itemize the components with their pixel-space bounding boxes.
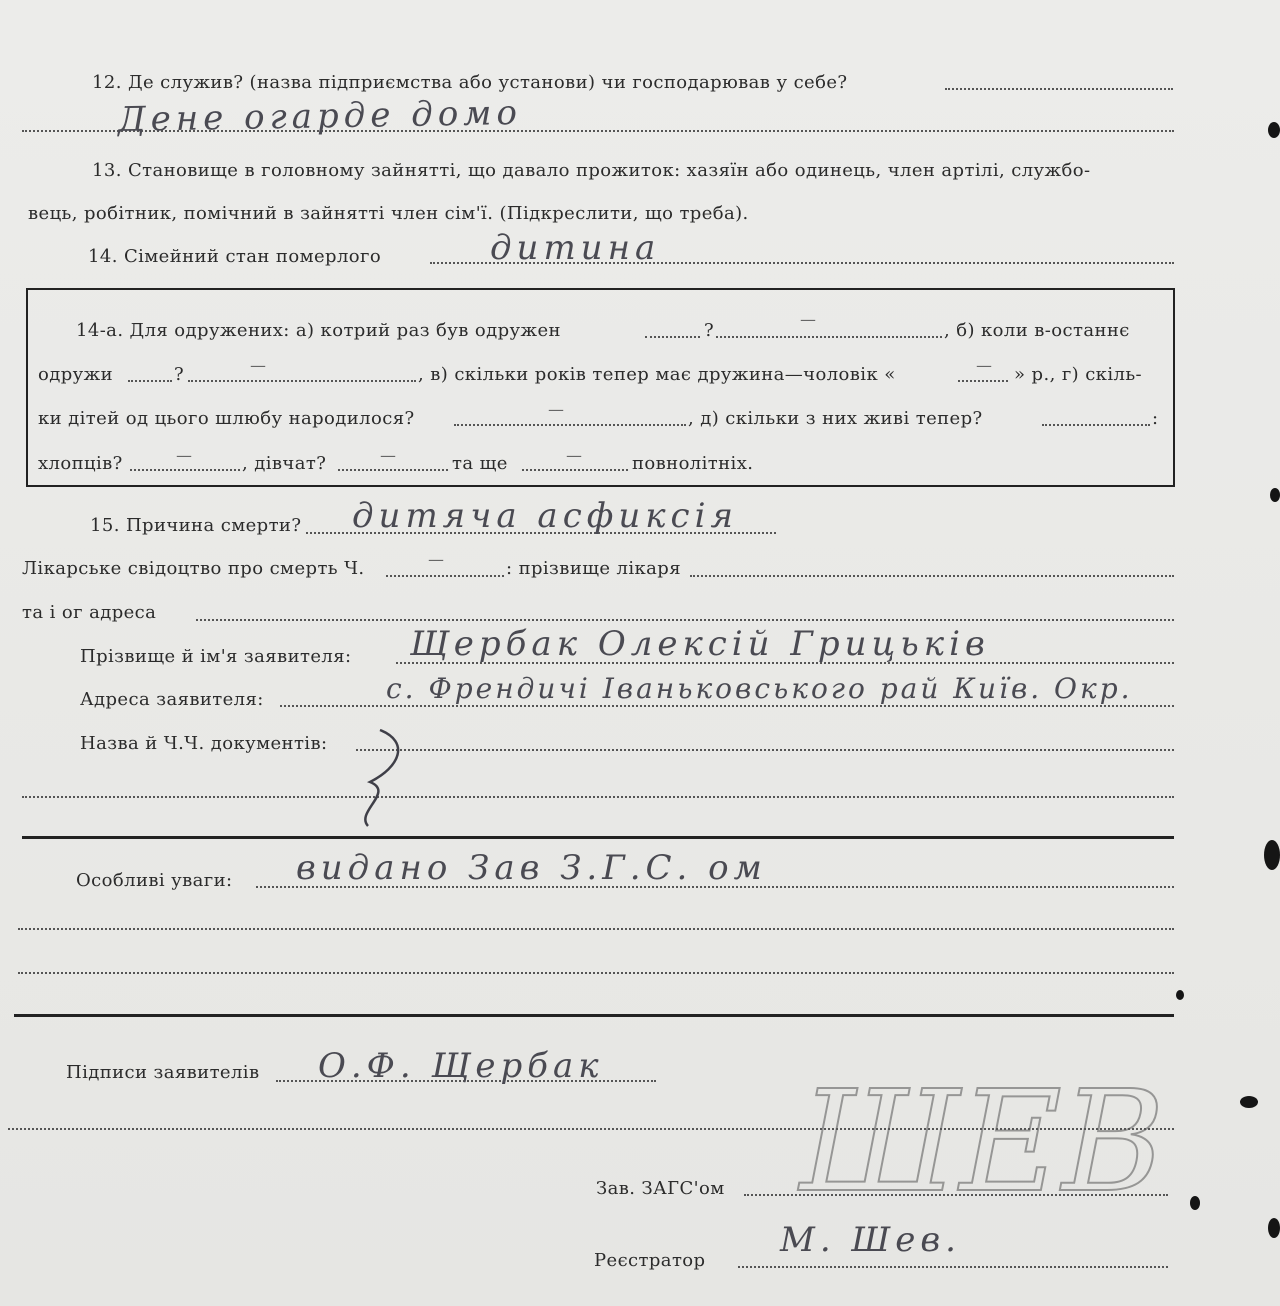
q14a-line-3a: ки дітей од цього шлюбу народилося? [38,408,415,429]
q14a-line-4a: хлопців? [38,453,123,474]
q14a-line-2q: ? [174,364,185,385]
q14a-dots [1042,424,1150,426]
section-divider [22,836,1174,839]
q14a-dots [716,336,942,338]
q14a-dots [522,469,628,471]
q14a-blank-dash: — [566,446,582,465]
q14a-dots [338,469,448,471]
punch-hole [1264,840,1280,870]
registrar-label: Реєстратор [594,1250,706,1271]
documents-line-2 [22,796,1174,798]
q14-answer-handwriting: дитина [490,228,661,268]
documents-line [356,749,1174,751]
q14a-line-4d: повнолітніх. [632,453,754,474]
q14a-line-4b: , дівчат? [242,453,327,474]
q14a-blank-dash: — [548,400,564,419]
q13-line-2: вець, робітник, помічний в зайнятті член сім'ї. (Підкреслити, що треба). [28,203,749,224]
applicant-name-handwriting: Щербак Олексій Грицьків [410,624,990,664]
q14a-blank-dash: — [380,446,396,465]
q14a-line-1b: , б) коли в-останнє [944,320,1130,341]
q14a-line-2b: , в) скільки років тепер має дружина—чоловік « [418,364,896,385]
applicant-address-handwriting: с. Френдичі Іваньковського рай Київ. Окр. [386,672,1133,705]
doctor-surname-line [690,575,1174,577]
medical-certificate-label: Лікарське свідоцтво про смерть Ч. [22,558,365,579]
q14a-blank-dash: — [250,356,266,375]
punch-hole [1268,122,1280,138]
applicant-name-label: Прізвище й ім'я заявителя: [80,646,352,667]
q15-label: 15. Причина смерти? [90,515,302,536]
q14a-line-4c: та ще [452,453,508,474]
q14a-line-3b: , д) скільки з них живі тепер? [688,408,983,429]
q13-line-1: 13. Становище в головному зайнятті, що давало прожиток: хазяїн або одинець, член артілі, службо- [92,160,1091,181]
doctor-surname-label: : прізвище лікаря [506,558,681,579]
documents-label: Назва й Ч.Ч. документів: [80,733,328,754]
registrar-signature-handwriting: М. Шев. [780,1220,961,1260]
q14a-dots [188,380,416,382]
official-stamp-mark [740,1040,1165,1270]
q14a-dots [958,380,1008,382]
medical-blank-dash: — [428,550,444,569]
applicants-signature-handwriting: О.Ф. Щербак [318,1046,604,1086]
doctor-address-line [196,619,1174,621]
q14a-line-2a: одружи [38,364,113,385]
q14-label: 14. Сімейний стан померлого [88,246,382,267]
q14a-dots [645,336,700,338]
brace-mark [340,722,420,832]
q14a-married-section-box [26,288,1175,487]
q14a-blank-dash: — [976,356,992,375]
q14a-line-3c: : [1152,408,1159,429]
q14a-line-2c: » р., г) скіль- [1014,364,1143,385]
applicant-address-line [280,705,1174,707]
q12-dotted-line [945,88,1173,90]
medical-certificate-number-line [386,575,504,577]
q12-answer-handwriting: Дене огарде домо [117,92,523,140]
punch-hole [1268,1218,1280,1238]
doctor-address-label: та і ог адреса [22,602,157,623]
applicant-address-label: Адреса заявителя: [80,689,264,710]
remarks-handwriting: видано Зав З.Г.С. ом [296,848,767,888]
punch-hole [1176,990,1184,1000]
punch-hole [1190,1196,1200,1210]
q14a-dots [130,469,240,471]
zags-head-label: Зав. ЗАГС'ом [596,1178,725,1199]
q14a-dots [454,424,686,426]
remarks-line-2 [18,928,1174,930]
stamp-text: ШЕВ [800,1061,1165,1224]
punch-hole [1270,488,1280,502]
q14a-line-1a: 14-а. Для одружених: а) котрий раз був одружен [76,320,561,341]
q14a-line-1q: ? [704,320,715,341]
q14a-blank-dash: — [176,446,192,465]
q12-label: 12. Де служив? (назва підприємства або установи) чи господарював у себе? [92,72,848,93]
punch-hole [1240,1096,1258,1108]
q14a-dots [128,380,172,382]
remarks-label: Особливі уваги: [76,870,233,891]
section-divider [14,1014,1174,1017]
applicants-signatures-label: Підписи заявителів [66,1062,260,1083]
remarks-line-3 [18,972,1174,974]
q14a-blank-dash: — [800,310,816,329]
q15-answer-handwriting: дитяча асфиксія [352,496,738,536]
